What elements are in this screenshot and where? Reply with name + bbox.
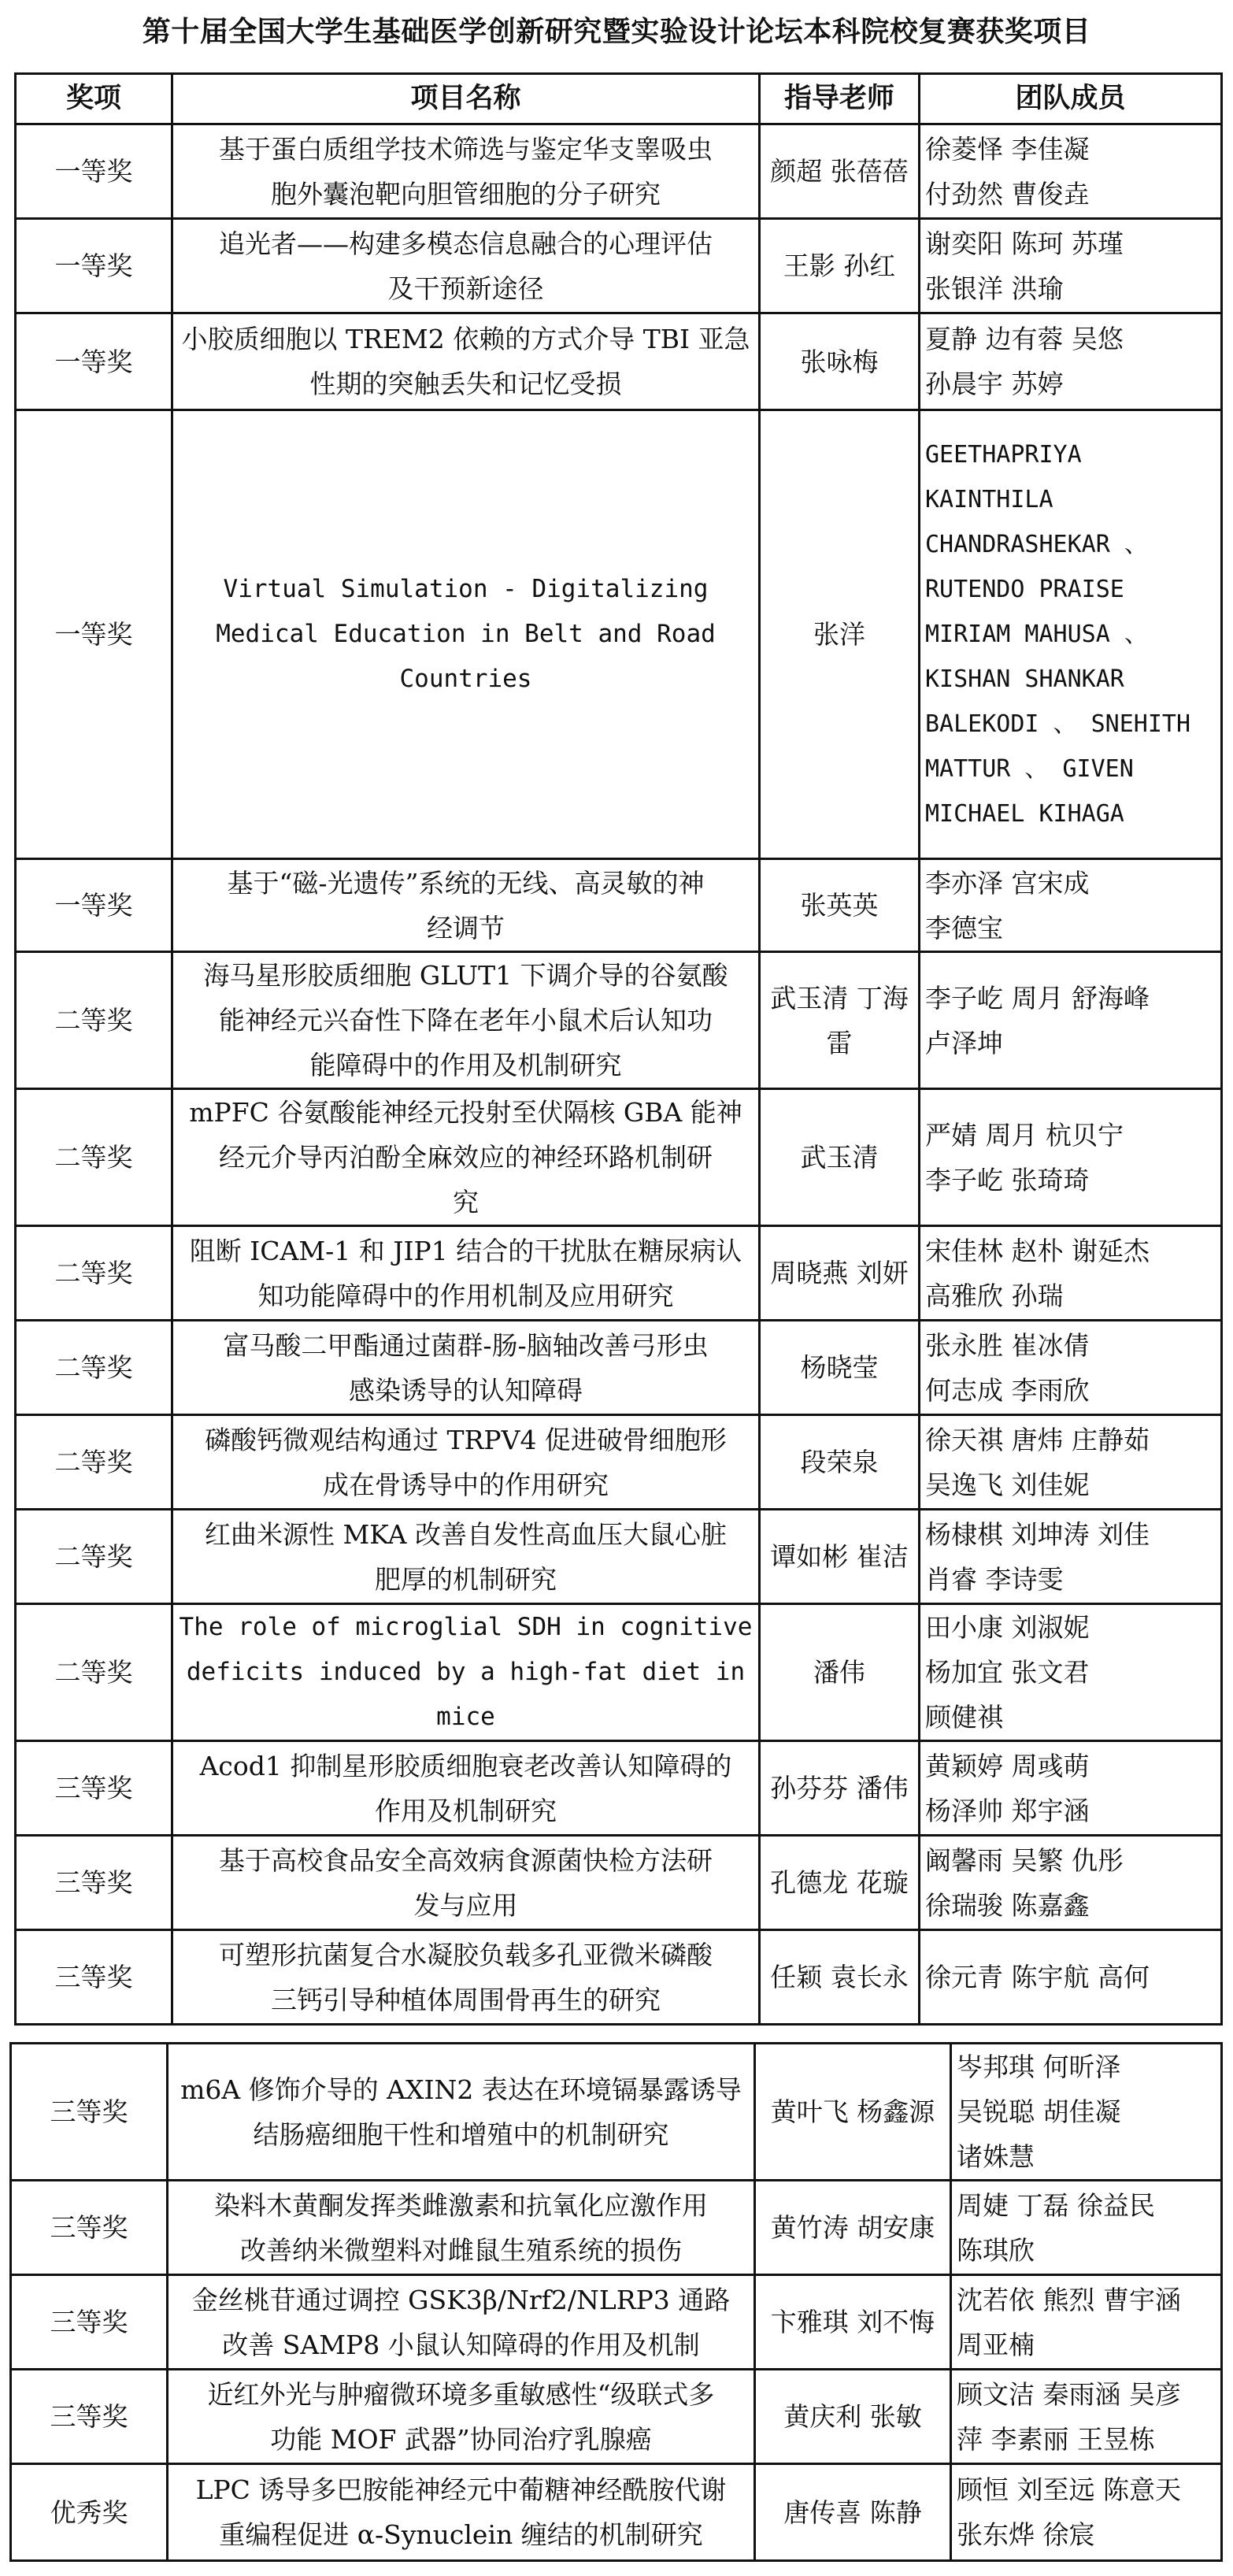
table-row [16, 410, 1222, 859]
table-row [16, 1226, 1222, 1321]
table-row [16, 1836, 1222, 1930]
project-cell [168, 2044, 755, 2181]
member-line: 李亦泽 宫宋成 [925, 867, 1090, 899]
member-line: RUTENDO PRAISE [925, 576, 1124, 603]
project-line: 胞外囊泡靶向胆管细胞的分子研究 [271, 178, 661, 209]
members-cell [920, 1741, 1222, 1836]
table-row [16, 1510, 1222, 1604]
member-line: MIRIAM MAHUSA 、 [925, 621, 1148, 648]
project-line: 究 [453, 1187, 479, 1218]
award-cell: 二等奖 [16, 1604, 172, 1741]
project-cell [172, 1415, 760, 1510]
table-row [16, 124, 1222, 219]
project-cell [172, 1604, 760, 1741]
member-line: 孙晨宇 苏婷 [925, 369, 1064, 399]
award-cell: 优秀奖 [11, 2464, 168, 2561]
member-line: 黄颖婷 周彧萌 [925, 1750, 1090, 1781]
project-line: 基于蛋白质组学技术筛选与鉴定华支睾吸虫 [219, 133, 713, 165]
table-row [16, 313, 1222, 410]
members-cell [951, 2181, 1222, 2275]
project-cell [168, 2464, 755, 2561]
teacher-cell: 潘伟 [760, 1604, 920, 1741]
table-row [16, 1089, 1222, 1226]
member-line: 陈琪欣 [957, 2234, 1035, 2266]
teacher-cell: 武玉清 [760, 1089, 920, 1226]
project-line: 及干预新途径 [387, 272, 544, 304]
members-cell [920, 1415, 1222, 1510]
project-line: 改善纳米微塑料对雌鼠生殖系统的损伤 [240, 2234, 682, 2266]
member-line: 杨加宜 张文君 [925, 1657, 1090, 1688]
member-line: 顾恒 刘至远 陈意天 [957, 2474, 1181, 2505]
teacher-cell: 唐传喜 陈静 [755, 2464, 951, 2561]
award-cell: 二等奖 [16, 1415, 172, 1510]
teacher-cell: 段荣泉 [760, 1415, 920, 1510]
project-line: 作用及机制研究 [375, 1795, 557, 1826]
members-cell [920, 1930, 1222, 2025]
members-cell [951, 2370, 1222, 2464]
members-cell [920, 219, 1222, 313]
project-line: 成在骨诱导中的作用研究 [323, 1469, 609, 1500]
project-cell [168, 2275, 755, 2370]
project-cell [172, 124, 760, 219]
member-line: 谢奕阳 陈珂 苏瑾 [925, 228, 1124, 259]
member-line: CHANDRASHEKAR 、 [925, 531, 1148, 558]
award-cell: 三等奖 [11, 2181, 168, 2275]
award-cell: 一等奖 [16, 410, 172, 859]
project-line: LPC 诱导多巴胺能神经元中葡糖神经酰胺代谢 [195, 2474, 727, 2505]
member-line: 张永胜 崔冰倩 [925, 1329, 1090, 1361]
project-line: 性期的突触丢失和记忆受损 [309, 369, 622, 399]
project-line: 阻断 ICAM-1 和 JIP1 结合的干扰肽在糖尿病认 [189, 1235, 742, 1266]
header-award: 奖项 [16, 74, 172, 124]
member-line: 严婧 周月 杭贝宁 [925, 1119, 1124, 1151]
award-cell: 一等奖 [16, 313, 172, 410]
project-cell [172, 1510, 760, 1604]
members-cell [951, 2275, 1222, 2370]
award-cell: 三等奖 [11, 2044, 168, 2181]
project-cell [168, 2370, 755, 2464]
member-line: 李子屹 张琦琦 [925, 1164, 1090, 1195]
project-cell [172, 410, 760, 859]
table-row [11, 2370, 1222, 2464]
member-line: 张银洋 洪瑜 [925, 272, 1064, 304]
page-title: 第十届全国大学生基础医学创新研究暨实验设计论坛本科院校复赛获奖项目 [142, 16, 1091, 48]
member-line: 周亚楠 [957, 2329, 1035, 2360]
header-members: 团队成员 [920, 74, 1222, 124]
project-line: 改善 SAMP8 小鼠认知障碍的作用及机制 [222, 2329, 700, 2360]
award-cell: 三等奖 [16, 1836, 172, 1930]
member-line: 沈若依 熊烈 曹宇涵 [957, 2284, 1181, 2315]
member-line: 吴逸飞 刘佳妮 [925, 1469, 1090, 1500]
member-line: 肖睿 李诗雯 [925, 1563, 1064, 1595]
project-line: 金丝桃苷通过调控 GSK3β/Nrf2/NLRP3 通路 [191, 2284, 731, 2315]
table-row [16, 1930, 1222, 2025]
teacher-cell: 张咏梅 [760, 313, 920, 410]
member-line: 吴锐聪 胡佳凝 [957, 2096, 1121, 2127]
project-line: 功能 MOF 武器”协同治疗乳腺癌 [270, 2423, 652, 2455]
project-line: 追光者——构建多模态信息融合的心理评估 [219, 228, 713, 259]
award-cell: 三等奖 [16, 1741, 172, 1836]
project-line: 经元介导丙泊酚全麻效应的神经环路机制研 [219, 1142, 713, 1173]
member-line: 何志成 李雨欣 [925, 1374, 1090, 1406]
members-cell [920, 1226, 1222, 1321]
member-line: 杨棣棋 刘坤涛 刘佳 [925, 1518, 1150, 1550]
member-line: 宋佳林 赵朴 谢延杰 [925, 1235, 1150, 1266]
project-cell [168, 2181, 755, 2275]
table-row [11, 2464, 1222, 2561]
members-cell [951, 2464, 1222, 2561]
project-line: 染料木黄酮发挥类雌激素和抗氧化应激作用 [214, 2189, 708, 2221]
project-line: mice [436, 1703, 495, 1731]
member-line: MICHAEL KIHAGA [925, 800, 1124, 828]
awards-table-part2 [9, 2042, 1223, 2562]
award-cell: 一等奖 [16, 124, 172, 219]
member-line: GEETHAPRIYA [925, 441, 1082, 469]
member-line: 徐瑞骏 陈嘉鑫 [925, 1889, 1090, 1921]
member-line: 阚馨雨 吴繁 仇彤 [925, 1844, 1124, 1876]
project-cell [172, 1321, 760, 1415]
project-line: 可塑形抗菌复合水凝胶负载多孔亚微米磷酸 [219, 1939, 713, 1970]
members-cell [920, 1604, 1222, 1741]
project-line: 能障碍中的作用及机制研究 [309, 1050, 622, 1080]
member-line: 李德宝 [925, 912, 1003, 943]
award-cell: 二等奖 [16, 1226, 172, 1321]
project-cell [172, 1930, 760, 2025]
members-cell [920, 313, 1222, 410]
project-cell [172, 313, 760, 410]
teacher-cell: 黄竹涛 胡安康 [755, 2181, 951, 2275]
award-cell: 三等奖 [11, 2275, 168, 2370]
member-line: 岑邦琪 何昕泽 [957, 2052, 1121, 2082]
member-line: 周婕 丁磊 徐益民 [957, 2189, 1155, 2221]
member-line: MATTUR 、 GIVEN [925, 755, 1134, 783]
table-row [16, 1415, 1222, 1510]
project-line: 知功能障碍中的作用机制及应用研究 [257, 1280, 674, 1311]
header-project: 项目名称 [172, 74, 760, 124]
member-line: 诸姝慧 [957, 2141, 1035, 2172]
members-cell [920, 124, 1222, 219]
teacher-cell: 黄叶飞 杨鑫源 [755, 2044, 951, 2181]
member-line: 徐天祺 唐炜 庄静茹 [925, 1424, 1150, 1455]
project-line: 肥厚的机制研究 [375, 1563, 557, 1595]
project-line: 能神经元兴奋性下降在老年小鼠术后认知功 [219, 1005, 713, 1036]
member-line: 萍 李素丽 王昱栋 [957, 2423, 1155, 2455]
awards-table-part1 [14, 72, 1223, 2026]
project-cell [172, 859, 760, 952]
project-line: Medical Education in Belt and Road [216, 620, 716, 648]
table-row [11, 2181, 1222, 2275]
members-cell [920, 1321, 1222, 1415]
member-line: 卢泽坤 [925, 1027, 1003, 1058]
project-line: 重编程促进 α-Synuclein 缠结的机制研究 [219, 2519, 703, 2550]
member-line: 徐元青 陈宇航 高何 [925, 1962, 1150, 1992]
project-line: 结肠癌细胞干性和增殖中的机制研究 [253, 2118, 669, 2150]
member-line: 杨泽帅 郑宇涵 [925, 1795, 1090, 1826]
member-line: 张东烨 徐宸 [957, 2519, 1095, 2550]
teacher-cell: 孙芬芬 潘伟 [760, 1741, 920, 1836]
members-cell [920, 1510, 1222, 1604]
teacher-cell: 谭如彬 崔洁 [760, 1510, 920, 1604]
member-line: 顾健祺 [925, 1702, 1003, 1733]
project-line: 红曲米源性 MKA 改善自发性高血压大鼠心脏 [205, 1518, 727, 1550]
project-cell [172, 952, 760, 1089]
award-cell: 二等奖 [16, 1089, 172, 1226]
members-cell [920, 859, 1222, 952]
table-row [16, 219, 1222, 313]
project-line: 经调节 [427, 912, 505, 943]
project-line: 富马酸二甲酯通过菌群-肠-脑轴改善弓形虫 [223, 1329, 709, 1361]
teacher-cell: 卞雅琪 刘不悔 [755, 2275, 951, 2370]
project-cell [172, 1226, 760, 1321]
project-cell [172, 1741, 760, 1836]
teacher-cell: 杨晓莹 [760, 1321, 920, 1415]
project-line: Virtual Simulation - Digitalizing [223, 575, 709, 603]
project-line: mPFC 谷氨酸能神经元投射至伏隔核 GBA 能神 [189, 1097, 742, 1128]
member-line: 李子屹 周月 舒海峰 [925, 982, 1150, 1014]
project-line: 海马星形胶质细胞 GLUT1 下调介导的谷氨酸 [203, 960, 728, 991]
award-cell: 二等奖 [16, 1321, 172, 1415]
teacher-cell: 颜超 张蓓蓓 [760, 124, 920, 219]
member-line: 付劲然 曹俊垚 [925, 178, 1090, 209]
teacher-cell: 王影 孙红 [760, 219, 920, 313]
project-line: Acod1 抑制星形胶质细胞衰老改善认知障碍的 [199, 1750, 732, 1781]
teacher-cell: 黄庆利 张敏 [755, 2370, 951, 2464]
award-cell: 三等奖 [11, 2370, 168, 2464]
teacher-cell: 孔德龙 花璇 [760, 1836, 920, 1930]
members-cell [920, 1836, 1222, 1930]
teacher-cell: 张英英 [760, 859, 920, 952]
teacher-cell: 周晓燕 刘妍 [760, 1226, 920, 1321]
award-cell: 一等奖 [16, 859, 172, 952]
header-teacher: 指导老师 [760, 74, 920, 124]
members-cell [920, 410, 1222, 859]
member-line: 顾文洁 秦雨涵 吴彦 [957, 2378, 1181, 2410]
teacher-cell: 武玉清 丁海雷 [760, 952, 920, 1089]
members-cell [951, 2044, 1222, 2181]
member-line: 田小康 刘淑妮 [925, 1612, 1090, 1643]
table-row [16, 952, 1222, 1089]
award-cell: 三等奖 [16, 1930, 172, 2025]
project-line: 近红外光与肿瘤微环境多重敏感性“级联式多 [207, 2378, 715, 2410]
award-cell: 二等奖 [16, 1510, 172, 1604]
project-line: deficits induced by a high-fat diet in [186, 1658, 746, 1686]
project-line: The role of microglial SDH in cognitive [179, 1613, 753, 1641]
project-line: 发与应用 [413, 1889, 518, 1921]
project-line: 基于高校食品安全高效病食源菌快检方法研 [219, 1844, 713, 1876]
table-row [16, 1741, 1222, 1836]
table-row [11, 2275, 1222, 2370]
teacher-cell: 张洋 [760, 410, 920, 859]
project-line: 小胶质细胞以 TREM2 依赖的方式介导 TBI 亚急 [181, 324, 750, 354]
award-cell: 二等奖 [16, 952, 172, 1089]
member-line: 高雅欣 孙瑞 [925, 1280, 1064, 1311]
table-row [11, 2044, 1222, 2181]
project-line: 三钙引导种植体周围骨再生的研究 [271, 1984, 661, 2015]
table-header-row [16, 74, 1222, 124]
project-line: m6A 修饰介导的 AXIN2 表达在环境镉暴露诱导 [180, 2074, 742, 2105]
members-cell [920, 952, 1222, 1089]
teacher-cell: 任颖 袁长永 [760, 1930, 920, 2025]
member-line: KISHAN SHANKAR [925, 665, 1124, 693]
member-line: KAINTHILA [925, 486, 1053, 513]
table-row [16, 1321, 1222, 1415]
table-row [16, 859, 1222, 952]
award-cell: 一等奖 [16, 219, 172, 313]
project-cell [172, 219, 760, 313]
project-cell [172, 1836, 760, 1930]
project-line: 感染诱导的认知障碍 [349, 1374, 583, 1406]
member-line: 夏静 边有蓉 吴悠 [925, 324, 1124, 354]
project-line: 基于“磁-光遗传”系统的无线、高灵敏的神 [227, 867, 705, 899]
member-line: BALEKODI 、 SNEHITH [925, 710, 1191, 738]
project-line: 磷酸钙微观结构通过 TRPV4 促进破骨细胞形 [205, 1424, 727, 1455]
members-cell [920, 1089, 1222, 1226]
project-line: Countries [399, 665, 532, 693]
project-cell [172, 1089, 760, 1226]
table-row [16, 1604, 1222, 1741]
member-line: 徐菱怿 李佳凝 [925, 133, 1090, 165]
